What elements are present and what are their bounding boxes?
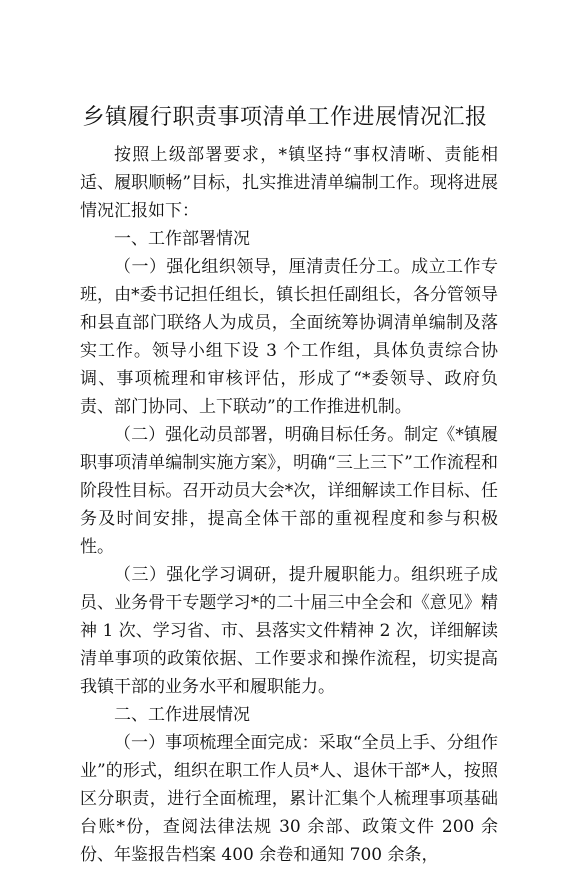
paragraph-mobilization: （二）强化动员部署，明确目标任务。制定《*镇履职事项清单编制实施方案》，明确“三上三下”工作流程和阶段性目标。召开动员大会*次，详细解读工作目标、任务及时间安排，提高全体干部的重视程度和参与积极性。 [80,425,498,557]
intro-paragraph: 按照上级部署要求，*镇坚持“事权清晰、责能相适、履职顺畅”目标，扎实推进清单编制工作。现将进展情况汇报如下： [80,145,498,221]
paragraph-item-sorting: （一）事项梳理全面完成：采取“全员上手、分组作业”的形式，组织在职工作人员*人、退休干部*人，按照区分职责，进行全面梳理，累计汇集个人梳理事项基础台账*份，查阅法律法规 30 余部、政策文件 200 余份、年鉴报告档案 400 余卷和通知 700 余条， [80,733,498,865]
document-title: 乡镇履行职责事项清单工作进展情况汇报 [82,105,488,130]
section-heading-deployment: 一、工作部署情况 [114,229,250,249]
paragraph-organization-leadership: （一）强化组织领导，厘清责任分工。成立工作专班，由*委书记担任组长，镇长担任副组长，各分管领导和县直部门联络人为成员，全面统筹协调清单编制及落实工作。领导小组下设 3 个工作组，具体负责综合协调、事项梳理和审核评估，形成了“*委领导、政府负责、部门协同、上下联动”的工作推进机制。 [80,257,498,417]
document-body [80,141,498,869]
paragraph-study-research: （三）强化学习调研，提升履职能力。组织班子成员、业务骨干专题学习*的二十届三中全会和《意见》精神 1 次、学习省、市、县落实文件精神 2 次，详细解读清单事项的政策依据、工作要求和操作流程，切实提高我镇干部的业务水平和履职能力。 [80,565,498,697]
section-heading-progress: 二、工作进展情况 [114,705,250,725]
